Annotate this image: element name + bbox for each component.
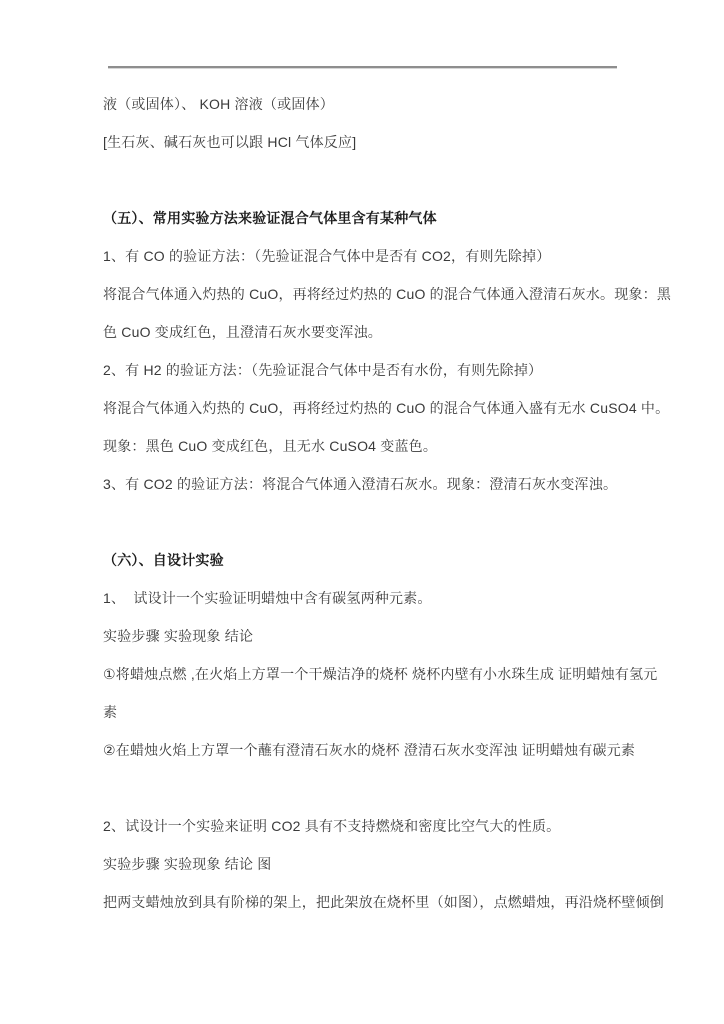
section-heading-five: （五）、常用实验方法来验证混合气体里含有某种气体 (103, 210, 437, 226)
text-line: 实验步骤 实验现象 结论 图 (103, 856, 272, 872)
text-line: 色 CuO 变成红色，且澄清石灰水要变浑浊。 (103, 324, 382, 340)
section-heading-six: （六）、自设计实验 (103, 552, 224, 568)
text-line: 2、有 H2 的验证方法：（先验证混合气体中是否有水份，有则先除掉） (103, 362, 543, 378)
text-line: 把两支蜡烛放到具有阶梯的架上，把此架放在烧杯里（如图），点燃蜡烛，再沿烧杯壁倾倒 (103, 894, 664, 910)
text-line: 将混合气体通入灼热的 CuO，再将经过灼热的 CuO 的混合气体通入盛有无水 CuSO4 中。 (103, 400, 670, 416)
text-line: 实验步骤 实验现象 结论 (103, 628, 254, 644)
text-line: 素 (103, 704, 118, 720)
header-divider-line (108, 66, 617, 69)
text-line: 1、 试设计一个实验证明蜡烛中含有碳氢两种元素。 (103, 590, 432, 606)
text-line: ①将蜡烛点燃 ,在火焰上方罩一个干燥洁净的烧杯 烧杯内壁有小水珠生成 证明蜡烛有氢元 (103, 666, 658, 682)
text-line: [生石灰、碱石灰也可以跟 HCl 气体反应] (103, 134, 357, 150)
document-body (103, 85, 672, 921)
text-line: 1、有 CO 的验证方法：（先验证混合气体中是否有 CO2，有则先除掉） (103, 248, 551, 264)
text-line: 液（或固体）、 KOH 溶液（或固体） (103, 96, 334, 112)
text-line: 将混合气体通入灼热的 CuO，再将经过灼热的 CuO 的混合气体通入澄清石灰水。现象：黑 (103, 286, 672, 302)
text-line: 2、试设计一个实验来证明 CO2 具有不支持燃烧和密度比空气大的性质。 (103, 818, 561, 834)
text-line: 现象：黑色 CuO 变成红色，且无水 CuSO4 变蓝色。 (103, 438, 438, 454)
text-line: 3、有 CO2 的验证方法：将混合气体通入澄清石灰水。现象：澄清石灰水变浑浊。 (103, 476, 618, 492)
text-line: ②在蜡烛火焰上方罩一个蘸有澄清石灰水的烧杯 澄清石灰水变浑浊 证明蜡烛有碳元素 (103, 742, 636, 758)
